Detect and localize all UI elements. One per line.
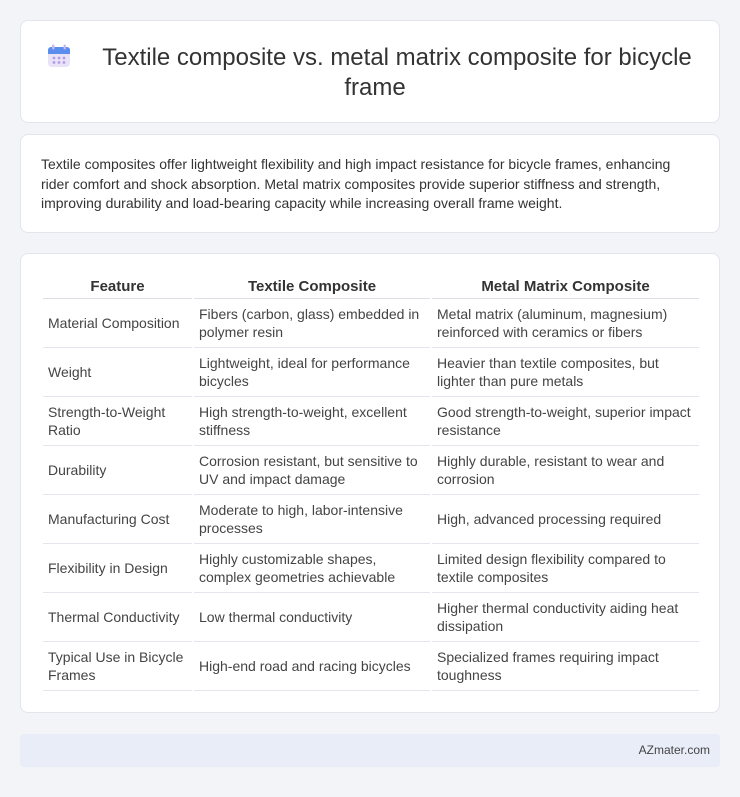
- textile-cell: Lightweight, ideal for performance bicycles: [193, 347, 431, 396]
- page-title-container: [51, 43, 699, 103]
- calendar-icon: [46, 43, 72, 69]
- feature-cell: Manufacturing Cost: [43, 494, 193, 543]
- summary-card: [20, 134, 720, 233]
- metal-matrix-cell: Heavier than textile composites, but lighter than pure metals: [431, 347, 699, 396]
- table-row: [43, 298, 699, 347]
- feature-cell: Durability: [43, 445, 193, 494]
- metal-matrix-cell: Specialized frames requiring impact toughness: [431, 641, 699, 690]
- textile-cell: Corrosion resistant, but sensitive to UV and impact damage: [193, 445, 431, 494]
- comparison-table: [43, 274, 699, 691]
- title-card: [20, 20, 720, 123]
- summary-text: Textile composites offer lightweight flexibility and high impact resistance for bicycle frames, enhancing rider comfort and shock absorption. Metal matrix composites provide superior stiffness and strength, improving durability and load-bearing capacity while increasing overall frame weight.: [41, 156, 671, 211]
- textile-cell: Highly customizable shapes, complex geometries achievable: [193, 543, 431, 592]
- header-textile-composite: Textile Composite: [193, 274, 431, 298]
- table-row: [43, 494, 699, 543]
- metal-matrix-cell: Limited design flexibility compared to textile composites: [431, 543, 699, 592]
- textile-cell: Fibers (carbon, glass) embedded in polymer resin: [193, 298, 431, 347]
- metal-matrix-cell: Good strength-to-weight, superior impact resistance: [431, 396, 699, 445]
- feature-cell: Thermal Conductivity: [43, 592, 193, 641]
- textile-cell: Low thermal conductivity: [193, 592, 431, 641]
- footer: [20, 734, 720, 767]
- table-row: [43, 347, 699, 396]
- feature-cell: Strength-to-Weight Ratio: [43, 396, 193, 445]
- feature-cell: Weight: [43, 347, 193, 396]
- textile-cell: High-end road and racing bicycles: [193, 641, 431, 690]
- table-row: [43, 445, 699, 494]
- header-feature: Feature: [43, 274, 193, 298]
- feature-cell: Flexibility in Design: [43, 543, 193, 592]
- feature-cell: Typical Use in Bicycle Frames: [43, 641, 193, 690]
- table-row: [43, 543, 699, 592]
- comparison-table-card: [20, 253, 720, 713]
- metal-matrix-cell: High, advanced processing required: [431, 494, 699, 543]
- metal-matrix-cell: Highly durable, resistant to wear and corrosion: [431, 445, 699, 494]
- metal-matrix-cell: Metal matrix (aluminum, magnesium) reinforced with ceramics or fibers: [431, 298, 699, 347]
- page-title: Textile composite vs. metal matrix composite for bicycle frame: [102, 44, 692, 101]
- metal-matrix-cell: Higher thermal conductivity aiding heat dissipation: [431, 592, 699, 641]
- textile-cell: Moderate to high, labor-intensive processes: [193, 494, 431, 543]
- table-row: [43, 592, 699, 641]
- feature-cell: Material Composition: [43, 298, 193, 347]
- table-header-row: [43, 274, 699, 298]
- table-row: [43, 641, 699, 690]
- footer-brand[interactable]: AZmater.com: [638, 743, 710, 757]
- header-metal-matrix-composite: Metal Matrix Composite: [431, 274, 699, 298]
- table-row: [43, 396, 699, 445]
- textile-cell: High strength-to-weight, excellent stiffness: [193, 396, 431, 445]
